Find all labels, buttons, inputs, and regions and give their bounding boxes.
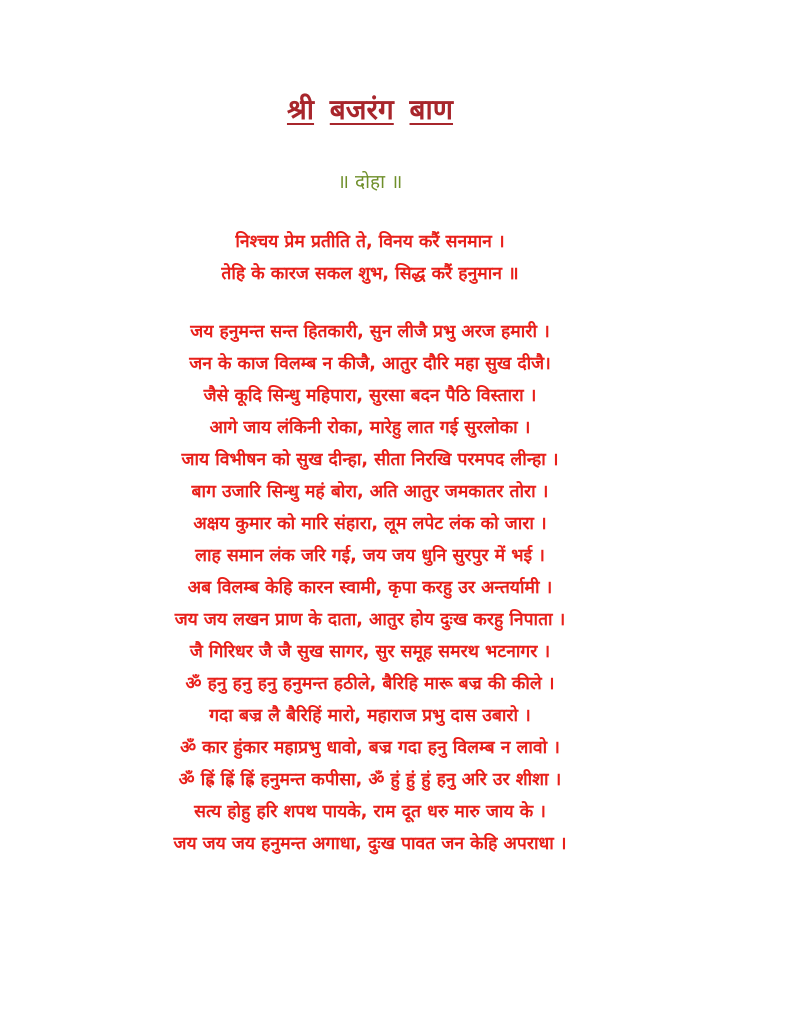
page-title (0, 90, 740, 130)
chaupai-line: सत्य होहु हरि शपथ पायके, राम दूत धरु मारु जाय के । (194, 802, 546, 822)
title-word-shri: श्री (286, 93, 315, 126)
doha-heading: ॥ दोहा ॥ (337, 171, 403, 193)
chaupai-line: जै गिरिधर जै जै सुख सागर, सुर समूह समरथ भटनागर । (189, 642, 551, 662)
chaupai-line: ॐ कार हुंकार महाप्रभु धावो, बज्र गदा हनु विलम्ब न लावो । (180, 738, 560, 758)
chaupai-section (0, 316, 740, 860)
doha-section (0, 226, 740, 290)
chaupai-line: जैसे कूदि सिन्धु महिपारा, सुरसा बदन पैठि विस्तारा । (203, 386, 537, 406)
chaupai-line: जन के काज विलम्ब न कीजै, आतुर दौरि महा सुख दीजै। (189, 354, 551, 374)
chaupai-line: लाह समान लंक जरि गई, जय जय धुनि सुरपुर में भई । (195, 546, 545, 566)
doha-line: निश्चय प्रेम प्रतीति ते, विनय करैं सनमान । (235, 232, 505, 252)
chaupai-line: आगे जाय लंकिनी रोका, मारेहु लात गई सुरलोका । (209, 418, 531, 438)
chaupai-line: जय जय जय हनुमन्त अगाधा, दुःख पावत जन केहि अपराधा । (173, 834, 567, 854)
title-word-baan: बाण (409, 93, 454, 126)
chaupai-line: ॐ हनु हनु हनु हनुमन्त हठीले, बैरिहि मारू बज्र की कीले । (185, 674, 555, 694)
title-word-bajrang: बजरंग (329, 93, 394, 126)
chaupai-line: जय जय लखन प्राण के दाता, आतुर होय दुःख करहु निपाता । (174, 610, 566, 630)
chaupai-line: अब विलम्ब केहि कारन स्वामी, कृपा करहु उर अन्तर्यामी । (187, 578, 553, 598)
chaupai-line: जाय विभीषन को सुख दीन्हा, सीता निरखि परमपद लीन्हा । (181, 450, 559, 470)
chaupai-line: बाग उजारि सिन्धु महं बोरा, अति आतुर जमकातर तोरा । (191, 482, 549, 502)
chaupai-line: गदा बज्र लै बैरिहिं मारो, महाराज प्रभु दास उबारो । (209, 706, 531, 726)
chaupai-line: जय हनुमन्त सन्त हितकारी, सुन लीजै प्रभु अरज हमारी । (190, 322, 550, 342)
chaupai-line: ॐ ह्रिं ह्रिं ह्रिं हनुमन्त कपीसा, ॐ हुं हुं हुं हनु अरि उर शीशा । (178, 770, 562, 790)
chaupai-line: अक्षय कुमार को मारि संहारा, लूम लपेट लंक को जारा । (193, 514, 547, 534)
doha-line: तेहि के कारज सकल शुभ, सिद्ध करैं हनुमान ॥ (221, 264, 519, 284)
